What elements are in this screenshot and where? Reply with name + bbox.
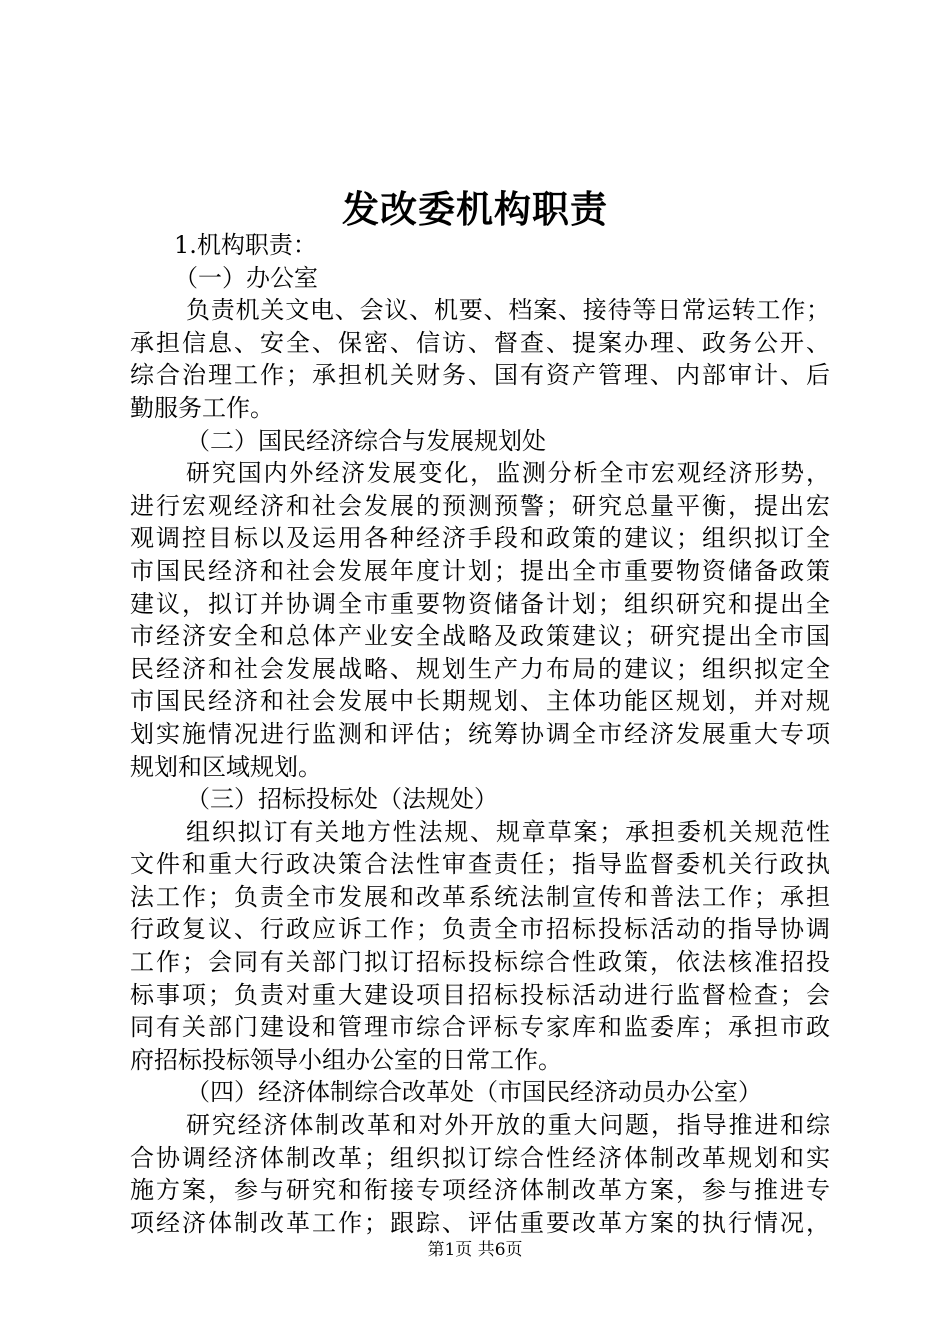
paragraph-line: 建议，拟订并协调全市重要物资储备计划；组织研究和提出全 [130, 589, 830, 618]
paragraph-line: 市国民经济和社会发展年度计划；提出全市重要物资储备政策 [130, 556, 830, 585]
paragraph-line: 项经济体制改革工作；跟踪、评估重要改革方案的执行情况， [130, 1208, 830, 1237]
paragraph-line: 承担信息、安全、保密、信访、督查、提案办理、政务公开、 [130, 328, 830, 357]
paragraph-line: 法工作；负责全市发展和改革系统法制宣传和普法工作；承担 [130, 882, 830, 911]
paragraph-line: 研究经济体制改革和对外开放的重大问题，指导推进和综 [186, 1111, 830, 1140]
paragraph-line: 划实施情况进行监测和评估；统筹协调全市经济发展重大专项 [130, 719, 830, 748]
paragraph-line: 民经济和社会发展战略、规划生产力布局的建议；组织拟定全 [130, 654, 830, 683]
paragraph-line: 工作；会同有关部门拟订招标投标综合性政策，依法核准招投 [130, 948, 830, 977]
document-title: 发改委机构职责 [342, 187, 608, 231]
subsection-heading: （三）招标投标处（法规处） [186, 785, 498, 814]
paragraph-line: 文件和重大行政决策合法性审查责任；指导监督委机关行政执 [130, 850, 830, 879]
section-heading: 1.机构职责： [174, 231, 317, 259]
paragraph-line: 市经济安全和总体产业安全战略及政策建议；研究提出全市国 [130, 622, 830, 651]
paragraph-line: 施方案，参与研究和衔接专项经济体制改革方案，参与推进专 [130, 1176, 830, 1205]
paragraph-line: 规划和区域规划。 [130, 752, 322, 781]
paragraph-line: 组织拟订有关地方性法规、规章草案；承担委机关规范性 [186, 817, 830, 846]
paragraph-line: 合协调经济体制改革；组织拟订综合性经济体制改革规划和实 [130, 1143, 830, 1172]
paragraph-line: 研究国内外经济发展变化，监测分析全市宏观经济形势， [186, 459, 830, 488]
paragraph-line: 标事项；负责对重大建设项目招标投标活动进行监督检查；会 [130, 980, 830, 1009]
paragraph-line: 府招标投标领导小组办公室的日常工作。 [130, 1045, 562, 1074]
subsection-heading: （二）国民经济综合与发展规划处 [186, 426, 546, 455]
subsection-heading: （一）办公室 [174, 263, 318, 292]
paragraph-line: 负责机关文电、会议、机要、档案、接待等日常运转工作； [186, 296, 830, 325]
paragraph-line: 市国民经济和社会发展中长期规划、主体功能区规划，并对规 [130, 687, 830, 716]
paragraph-line: 进行宏观经济和社会发展的预测预警；研究总量平衡，提出宏 [130, 491, 830, 520]
paragraph-line: 综合治理工作；承担机关财务、国有资产管理、内部审计、后 [130, 361, 830, 390]
document-body [130, 229, 830, 1239]
paragraph-line: 观调控目标以及运用各种经济手段和政策的建议；组织拟订全 [130, 524, 830, 553]
page-number-footer: 第1页 共6页 [427, 1240, 523, 1260]
paragraph-line: 行政复议、行政应诉工作；负责全市招标投标活动的指导协调 [130, 915, 830, 944]
paragraph-line: 勤服务工作。 [130, 393, 274, 422]
subsection-heading: （四）经济体制综合改革处（市国民经济动员办公室） [186, 1078, 762, 1107]
paragraph-line: 同有关部门建设和管理市综合评标专家库和监委库；承担市政 [130, 1013, 830, 1042]
